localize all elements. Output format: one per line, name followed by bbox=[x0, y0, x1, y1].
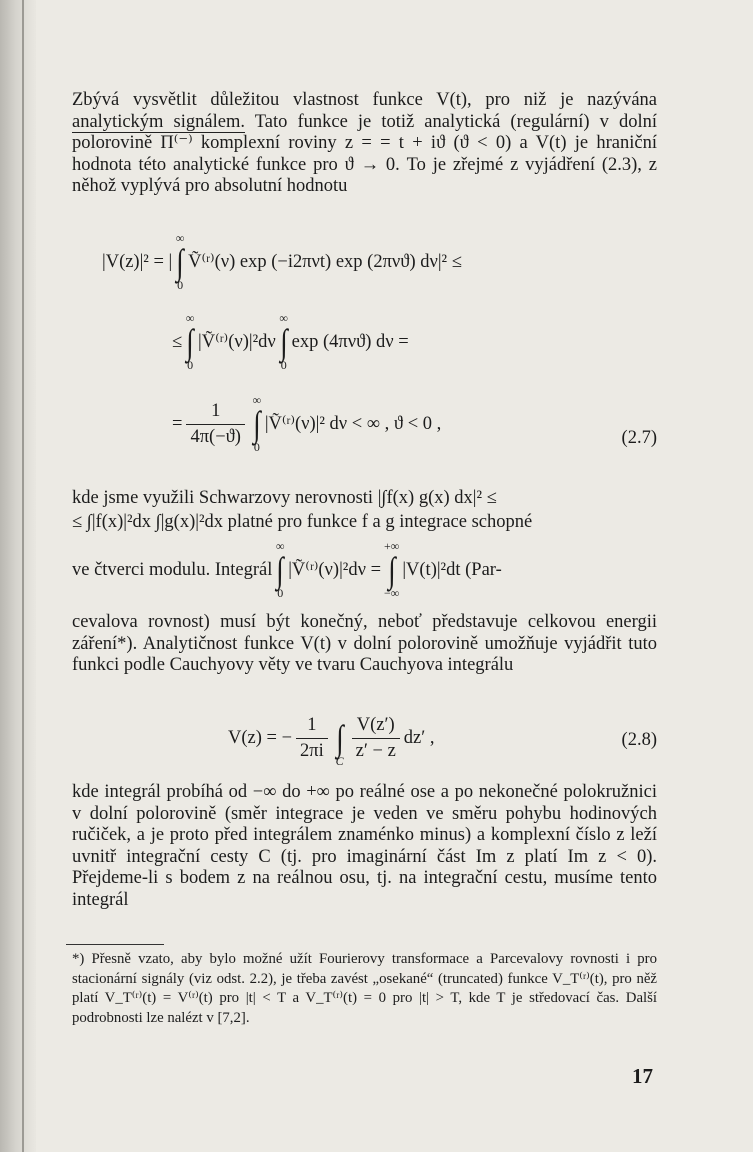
paragraph-intro bbox=[72, 90, 657, 198]
equation-2-7-line-2 bbox=[172, 312, 409, 372]
page-number: 17 bbox=[632, 1064, 653, 1088]
paragraph-schwarz-line-1: kde jsme využili Schwarzovy nerovnosti |∫f(x) g(x) dx|² ≤ bbox=[72, 488, 497, 508]
text-inline: ve čtverci modulu. Integrál bbox=[72, 559, 273, 580]
equation-number-2-7: (2.7) bbox=[621, 428, 657, 448]
paragraph-schwarz-line-2: ≤ ∫|f(x)|²dx ∫|g(x)|²dx platné pro funkce f a g integrace schopné bbox=[72, 512, 533, 532]
contour-integral-sign: ∫ C bbox=[335, 718, 344, 768]
equation-2-7-line-1 bbox=[102, 232, 462, 292]
integral-sign: ∞ ∫ 0 bbox=[252, 393, 262, 454]
paragraph-parceval: cevalova rovnost) musí být konečný, neboť představuje celkovou energii záření*). Analytičnost funkce V(t) v dolní polorovině umožňuje vyjádřit tuto funkci podle Cauchyovy věty ve tvaru Cauchyova integrálu bbox=[72, 612, 657, 676]
book-spine-shadow bbox=[0, 0, 36, 1152]
eq-tail: dz′ , bbox=[403, 727, 435, 748]
eq-lhs: V(z) = − bbox=[228, 727, 293, 748]
text-inline: |Ṽ⁽ʳ⁾(ν)|²dν = bbox=[288, 560, 381, 580]
fraction: $\frac{V(z')}{z' - z}$ bbox=[352, 715, 400, 762]
equation-2-8 bbox=[228, 708, 435, 768]
integral-sign: +∞ ∫ −∞ bbox=[384, 539, 400, 600]
footnote: *) Přesně vzato, aby bylo možné užít Fourierovy transformace a Parcevalovy rovnosti i pro stacionární signály (viz odst. 2.2), je třeba zavést „osekané“ (truncated) funkce V_T⁽ʳ⁾(t), pro něž platí V_T⁽ʳ⁾(t) = V⁽ʳ⁾(t) pro |t| < T a V_T⁽ʳ⁾(t) = 0 pro |t| > T, kde T je středovací čas. Další podrobnosti lze nalézt v [7,2]. bbox=[72, 951, 657, 1026]
equation-2-7-line-3 bbox=[172, 394, 441, 454]
eq-integrand: Ṽ⁽ʳ⁾(ν) exp (−i2πνt) exp (2πνϑ) dν|² ≤ bbox=[188, 252, 462, 272]
eq-lhs: |V(z)|² = | bbox=[102, 251, 173, 272]
footnote-divider bbox=[66, 944, 164, 945]
text-inline: |V(t)|²dt (Par- bbox=[402, 559, 502, 580]
integral-sign: ∞ ∫ 0 bbox=[276, 539, 285, 600]
underlined-term: analytickým signálem. bbox=[72, 111, 245, 132]
paragraph-intro-text: Zbývá vysvětlit důležitou vlastnost funkce V(t), pro niž je nazývána bbox=[72, 90, 657, 110]
eq-lead: = bbox=[172, 413, 183, 434]
integral-sign: ∞ ∫ 0 bbox=[185, 311, 195, 372]
fraction: $\frac{1}{4\pi(-ϑ)}$ bbox=[186, 401, 245, 448]
eq-integrand: |Ṽ⁽ʳ⁾(ν)|² dν < ∞ , ϑ < 0 , bbox=[264, 414, 442, 434]
integral-sign: ∞ ∫ 0 bbox=[279, 311, 288, 372]
paragraph-intro-text-end: Tato funkce je totiž analytická (regulární) v dolní polorovině Π⁽⁻⁾ komplexní roviny z = = t + iϑ (ϑ < 0) a V(t) je hraniční hodnota této analytické funkce pro ϑ → 0. To je zřejmé z vyjádření (2.3), z něhož vyplývá pro absolutní hodnotu bbox=[72, 111, 657, 197]
paragraph-schwarz-line-3 bbox=[72, 540, 657, 600]
eq-lead: ≤ bbox=[172, 331, 183, 352]
equation-number-2-8: (2.8) bbox=[621, 730, 657, 750]
integral-sign: ∞ ∫ 0 bbox=[175, 231, 185, 292]
paragraph-contour: kde integrál probíhá od −∞ do +∞ po reálné ose a po nekonečné polokružnici v dolní polorovině (směr integrace je veden ve směru pohybu hodinových ručiček, a je proto před integrálem znaménko minus) a komplexní číslo z leží uvnitř integrační cesty C (tj. pro imaginární část Im z platí Im z < 0). Přejdeme-li s bodem z na reálnou osu, tj. na integrační cestu, musíme tento integrál bbox=[72, 782, 657, 910]
eq-integrand: |Ṽ⁽ʳ⁾(ν)|²dν bbox=[198, 332, 276, 352]
eq-integrand: exp (4πνϑ) dν = bbox=[291, 331, 409, 352]
fraction: $\frac{1}{2\pi i}$ bbox=[296, 715, 328, 762]
